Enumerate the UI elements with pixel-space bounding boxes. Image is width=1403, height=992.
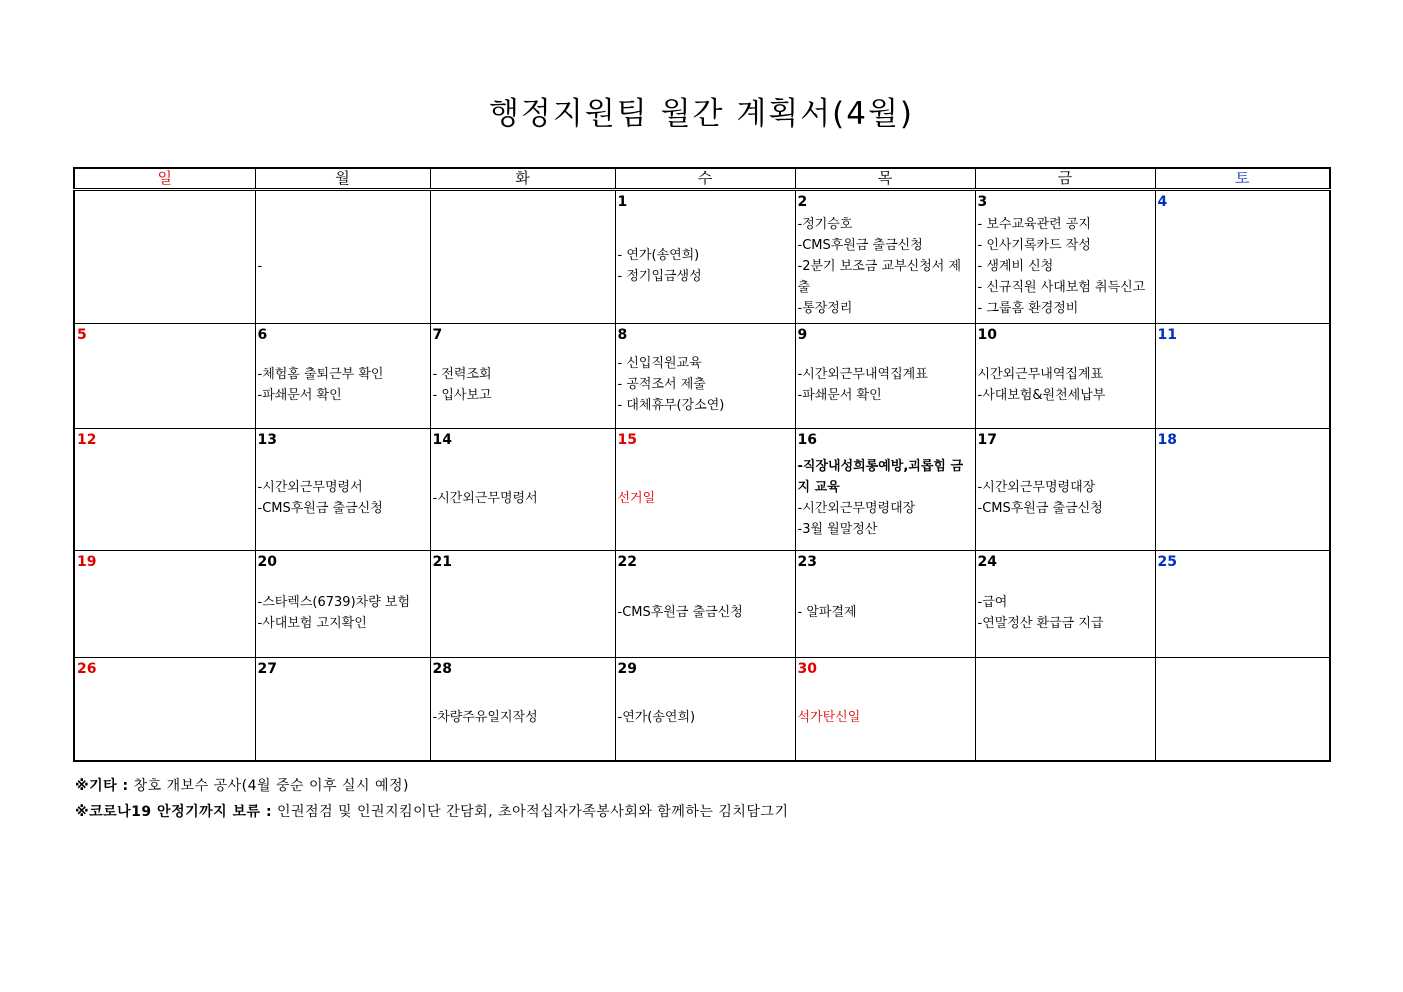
calendar-day-cell <box>74 429 255 551</box>
note-other <box>75 775 409 795</box>
day-number: 14 <box>432 432 452 448</box>
day-events <box>75 571 255 654</box>
event-item: -CMS후원금 출금신청 <box>257 501 383 516</box>
calendar-day-cell <box>975 658 1155 761</box>
day-events <box>1156 571 1330 654</box>
day-events <box>976 211 1155 321</box>
event-item: - <box>257 258 263 274</box>
day-number <box>976 658 1155 678</box>
day-events <box>75 678 255 757</box>
day-events <box>796 449 975 547</box>
day-events <box>976 571 1155 654</box>
day-number: 19 <box>77 554 97 570</box>
weekday-thu: 목 <box>795 168 975 190</box>
event-item: -시간외근무명령서 <box>432 490 538 506</box>
calendar-day-cell <box>255 551 430 658</box>
day-events <box>796 571 975 654</box>
event-item: -시간외근무명령서 <box>257 480 363 495</box>
calendar-day-cell <box>795 429 975 551</box>
note-other-text: 창호 개보수 공사(4월 중순 이후 실시 예정) <box>128 778 410 794</box>
day-events <box>616 344 795 425</box>
calendar-day-cell <box>795 324 975 429</box>
calendar-week-row <box>74 324 1330 429</box>
day-number: 10 <box>977 327 997 343</box>
day-number: 20 <box>257 554 277 570</box>
day-number: 27 <box>257 661 277 677</box>
weekday-header-row <box>74 168 1330 190</box>
calendar-day-cell <box>430 324 615 429</box>
event-item: -정기승호 <box>797 216 853 232</box>
event-item: - 신입직원교육 <box>617 356 702 371</box>
event-item: - 공적조서 제출 <box>617 377 706 392</box>
day-number: 30 <box>797 661 817 677</box>
day-events <box>616 211 795 321</box>
calendar-week-row <box>74 658 1330 761</box>
day-events <box>256 678 430 757</box>
calendar-day-cell <box>975 190 1155 324</box>
day-events <box>796 344 975 425</box>
day-number: 5 <box>77 327 87 343</box>
event-item: -CMS후원금 출금신청 <box>617 605 743 620</box>
day-number: 11 <box>1157 327 1177 343</box>
calendar-day-cell <box>1155 429 1330 551</box>
calendar-day-cell <box>430 551 615 658</box>
weekday-wed: 수 <box>615 168 795 190</box>
note-covid-text: 인권점검 및 인권지킴이단 간담회, 초아적십자가족봉사회와 함께하는 김치담그기 <box>272 804 789 820</box>
event-item: -연말정산 환급금 지급 <box>977 615 1104 631</box>
calendar-day-cell <box>430 429 615 551</box>
weekday-sat: 토 <box>1155 168 1330 190</box>
calendar-day-cell <box>1155 324 1330 429</box>
event-item: - 전력조회 <box>432 366 492 382</box>
event-item: -시간외근무내역집계표 <box>797 366 928 382</box>
calendar-day-cell <box>615 551 795 658</box>
event-item: -파쇄문서 확인 <box>257 387 342 403</box>
calendar-day-cell <box>615 190 795 324</box>
day-events <box>431 678 615 757</box>
day-events <box>75 449 255 547</box>
weekday-tue: 화 <box>430 168 615 190</box>
calendar-day-cell <box>255 324 430 429</box>
day-events <box>256 449 430 547</box>
day-number: 15 <box>617 432 637 448</box>
day-events <box>616 571 795 654</box>
calendar-week-row <box>74 429 1330 551</box>
day-events <box>1156 678 1330 757</box>
day-events <box>796 211 975 321</box>
event-item: -시간외근무명령대장 <box>797 501 916 516</box>
event-item: -체험홈 출퇴근부 확인 <box>257 366 384 382</box>
note-other-label: ※기타 : <box>75 778 129 794</box>
day-events <box>616 449 795 547</box>
day-events <box>431 449 615 547</box>
note-covid-label: ※코로나19 안정기까지 보류 : <box>75 804 273 820</box>
event-item: - 연가(송연희) <box>617 248 700 263</box>
day-number <box>1156 658 1330 678</box>
day-events <box>1156 344 1330 425</box>
event-item: 석가탄신일 <box>797 710 861 725</box>
day-events <box>75 211 255 321</box>
event-item: -스타렉스(6739)차량 보험 <box>257 594 411 610</box>
day-events <box>256 344 430 425</box>
day-number: 24 <box>977 554 997 570</box>
event-item: -CMS후원금 출금신청 <box>797 237 923 253</box>
day-number: 22 <box>617 554 637 570</box>
event-item: - 인사기록카드 작성 <box>977 237 1091 253</box>
calendar-day-cell <box>255 190 430 324</box>
day-number: 13 <box>257 432 277 448</box>
day-events <box>256 571 430 654</box>
calendar-day-cell <box>74 324 255 429</box>
day-events <box>616 678 795 757</box>
event-item: -사대보험 고지확인 <box>257 615 367 631</box>
day-number: 28 <box>432 661 452 677</box>
calendar-day-cell <box>615 324 795 429</box>
event-item: - 알파결제 <box>797 605 857 620</box>
day-events <box>976 449 1155 547</box>
day-number: 21 <box>432 554 452 570</box>
day-events <box>976 678 1155 757</box>
calendar-day-cell <box>255 658 430 761</box>
event-item: - 보수교육관련 공지 <box>977 216 1091 232</box>
day-events <box>431 344 615 425</box>
event-item: -사대보험&원천세납부 <box>977 387 1106 403</box>
calendar-day-cell <box>975 324 1155 429</box>
day-events <box>976 344 1155 425</box>
calendar-day-cell <box>430 658 615 761</box>
day-events <box>75 344 255 425</box>
weekday-mon: 월 <box>255 168 430 190</box>
day-number: 17 <box>977 432 997 448</box>
event-item: - 그룹홈 환경정비 <box>977 300 1079 316</box>
event-item: -CMS후원금 출금신청 <box>977 501 1103 516</box>
event-item: - 신규직원 사대보험 취득신고 <box>977 279 1146 295</box>
calendar-day-cell <box>74 658 255 761</box>
calendar-day-cell <box>1155 658 1330 761</box>
event-item: - 입사보고 <box>432 387 492 403</box>
calendar-day-cell <box>74 190 255 324</box>
calendar-day-cell <box>615 658 795 761</box>
day-number: 18 <box>1157 432 1177 448</box>
day-number: 26 <box>77 661 97 677</box>
day-number <box>75 191 255 211</box>
event-item: - 생계비 신청 <box>977 258 1054 274</box>
calendar-day-cell <box>74 551 255 658</box>
day-number: 2 <box>797 194 808 210</box>
weekday-fri: 금 <box>975 168 1155 190</box>
day-number: 4 <box>1157 194 1168 210</box>
day-number: 6 <box>257 327 268 343</box>
page-title: 행정지원팀 월간 계획서(4월) <box>488 96 915 132</box>
weekday-sun: 일 <box>74 168 255 190</box>
day-number: 23 <box>797 554 817 570</box>
calendar-day-cell <box>1155 551 1330 658</box>
day-number <box>431 191 615 211</box>
day-number: 12 <box>77 432 97 448</box>
day-number: 9 <box>797 327 808 343</box>
day-number: 8 <box>617 327 628 343</box>
calendar-day-cell <box>1155 190 1330 324</box>
day-events <box>1156 211 1330 321</box>
calendar-day-cell <box>255 429 430 551</box>
event-item: -통장정리 <box>797 300 853 316</box>
event-item: -급여 <box>977 594 1008 610</box>
calendar-day-cell <box>615 429 795 551</box>
day-number: 16 <box>797 432 817 448</box>
day-number: 1 <box>617 194 628 210</box>
day-events <box>1156 449 1330 547</box>
calendar-day-cell <box>795 551 975 658</box>
day-number: 3 <box>977 194 988 210</box>
calendar-day-cell <box>795 658 975 761</box>
event-item: -파쇄문서 확인 <box>797 387 882 403</box>
calendar-week-row <box>74 551 1330 658</box>
day-events <box>796 678 975 757</box>
day-events <box>431 571 615 654</box>
day-number: 7 <box>432 327 443 343</box>
event-item: 선거일 <box>617 490 656 506</box>
event-item: -차량주유일지작성 <box>432 710 538 725</box>
calendar-day-cell <box>430 190 615 324</box>
day-number: 29 <box>617 661 637 677</box>
event-item: 시간외근무내역집계표 <box>977 366 1104 382</box>
day-events <box>431 211 615 321</box>
event-item: -직장내성희롱예방,괴롭힘 금지 교육 <box>797 459 964 495</box>
calendar-table <box>73 167 1331 762</box>
event-item: -2분기 보조금 교부신청서 제출 <box>797 258 961 295</box>
day-events <box>256 211 430 321</box>
calendar-week-row <box>74 190 1330 324</box>
day-number: 25 <box>1157 554 1177 570</box>
event-item: -시간외근무명령대장 <box>977 480 1096 495</box>
event-item: - 대체휴무(강소연) <box>617 398 725 413</box>
calendar-day-cell <box>975 551 1155 658</box>
calendar-day-cell <box>975 429 1155 551</box>
day-number <box>256 191 430 211</box>
event-item: -3월 월말정산 <box>797 522 878 537</box>
event-item: - 정기입금생성 <box>617 269 702 284</box>
calendar-day-cell <box>795 190 975 324</box>
note-covid <box>75 801 788 821</box>
event-item: -연가(송연희) <box>617 710 696 725</box>
